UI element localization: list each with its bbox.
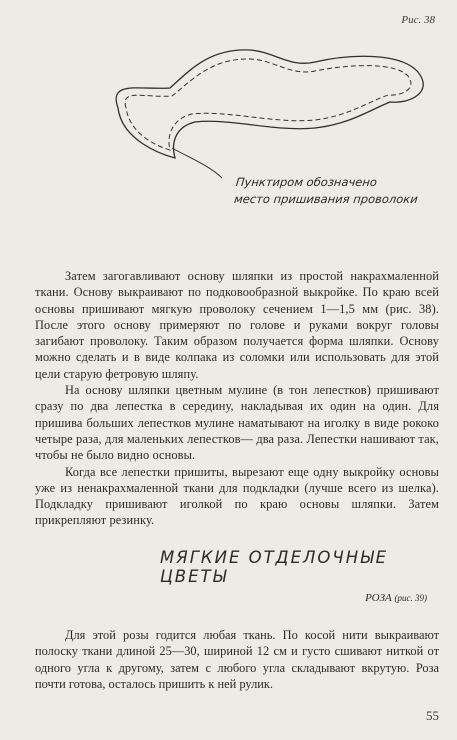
body-text xyxy=(35,268,439,529)
paragraph-2: На основу шляпки цветным мулине (в тон лепестков) пришивают сразу по два лепестка в середину, накладывая их один на один. Для пришива больших лепестков мулине наматывают на иголку в виде рококо четыре раза, для маленьких лепестков— два раза. Лепестки нашивают так, чтобы не было видно основы. xyxy=(35,383,439,463)
caption-line-2: место пришивания проволоки xyxy=(233,192,419,206)
paragraph-1: Затем загогавливают основу шляпки из простой накрахмаленной ткани. Основу выкраивают по подковообразной выкройке. По краю всей основы пришивают мягкую проволоку сечением 1—1,5 мм (рис. 38). После этого основу примеряют по голове и руками вокруг головы загибают проволоку. Таким образом получается форма шляпки. Основу можно сделать и в виде колпака из соломки или использовать для этой цели старую фетровую шляпу. xyxy=(35,269,439,381)
figure-label: Рис. 38 xyxy=(401,14,435,26)
caption-pointer-line xyxy=(172,148,222,178)
page-number: 55 xyxy=(426,708,439,723)
subhead-ref: (рис. 39) xyxy=(394,593,427,603)
subhead xyxy=(365,592,427,604)
wire-dashed-line xyxy=(125,59,411,150)
body-text-rose xyxy=(35,627,439,692)
subhead-title: РОЗА xyxy=(365,592,392,604)
figure-caption xyxy=(233,174,437,208)
paragraph-rose: Для этой розы годится любая ткань. По косой нити выкраивают полоску ткани длиной 25—30, шириной 12 см и густо сшивают ниткой от одного угла к другому, затем с любого угла складывают вкрутую. Роза почти готова, осталось пришить к ней рулик. xyxy=(35,628,439,691)
paragraph-3: Когда все лепестки пришиты, вырезают еще одну выкройку основы уже из ненакрахмаленной ткани для подкладки (лучше всего из шелка). Подкладку пришивают иголкой по краю основы шляпки. Затем прикрепляют резинку. xyxy=(35,464,439,528)
section-title: МЯГКИЕ ОТДЕЛОЧНЫЕ ЦВЕТЫ xyxy=(160,548,389,586)
caption-line-1: Пунктиром обозначено xyxy=(235,175,378,189)
